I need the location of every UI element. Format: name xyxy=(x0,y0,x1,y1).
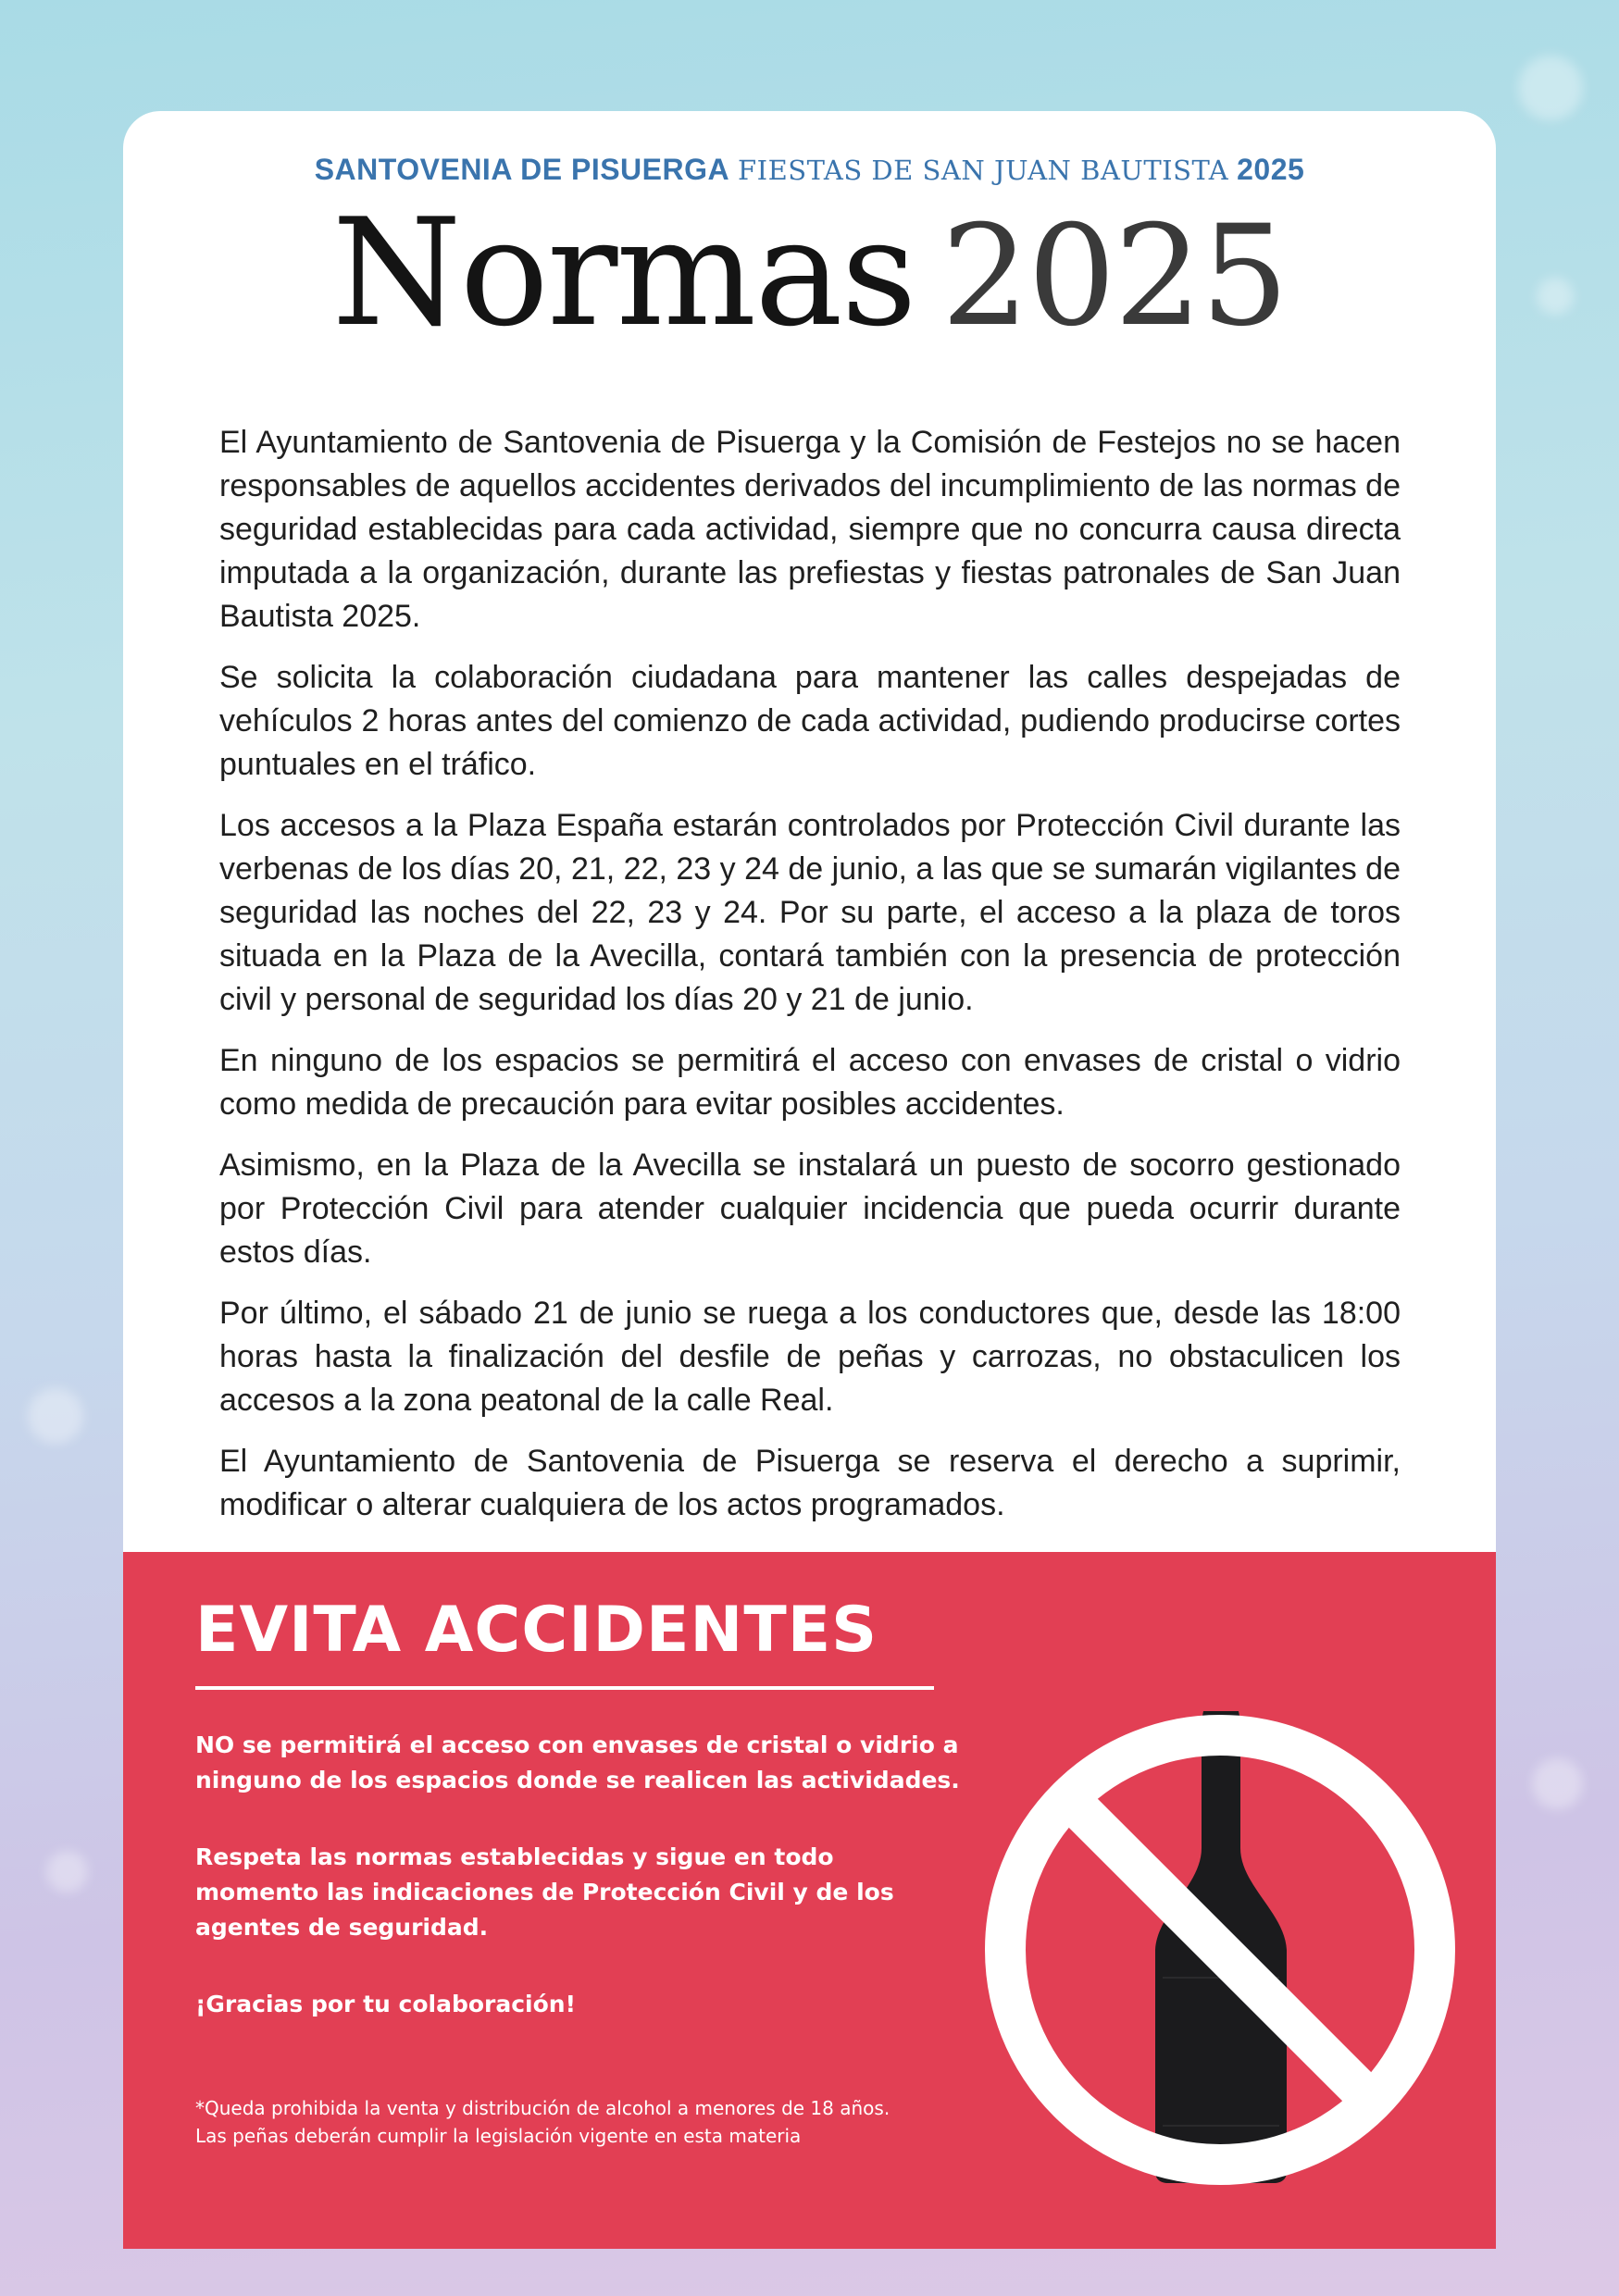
warning-title: EVITA ACCIDENTES xyxy=(195,1594,878,1667)
background-splash xyxy=(46,1851,88,1893)
paragraph: Asimismo, en la Plaza de la Avecilla se instalará un puesto de socorro gestionado por Protección Civil para atender cualquier incidencia que pueda ocurrir durante estos días. xyxy=(219,1148,1401,1270)
header-event: FIESTAS DE SAN JUAN BAUTISTA xyxy=(738,155,1229,186)
paragraph: Los accesos a la Plaza España estarán controlados por Protección Civil durante las verbenas de los días 20, 21, 22, 23 y 24 de junio, a las que se sumarán vigilantes de seguridad las noches del 22, 23 y 24. Por su parte, el acceso a la plaza de toros situada en la Plaza de la Avecilla, contará también con la presencia de protección civil y personal de seguridad los días 20 y 21 de junio. xyxy=(219,808,1401,1017)
paragraph: En ninguno de los espacios se permitirá el acceso con envases de cristal o vidrio como medida de precaución para evitar posibles accidentes. xyxy=(219,1043,1401,1122)
header-year: 2025 xyxy=(1237,153,1305,186)
warning-text: NO se permitirá el acceso con envases de cristal o vidrio a ninguno de los espacios donde se realicen las actividades. xyxy=(195,1731,960,1793)
background-splash xyxy=(1518,56,1583,120)
background-splash xyxy=(28,1388,83,1444)
footnote-line: Las peñas deberán cumplir la legislación vigente en esta materia xyxy=(195,2125,802,2147)
no-glass-bottle-icon xyxy=(961,1672,1479,2191)
header-town: SANTOVENIA DE PISUERGA xyxy=(314,153,730,186)
page-title xyxy=(123,186,1496,359)
background-splash xyxy=(1537,278,1574,315)
paragraph: Por último, el sábado 21 de junio se ruega a los conductores que, desde las 18:00 horas hasta la finalización del desfile de peñas y carrozas, no obstaculicen los accesos a la zona peatonal de la calle Real. xyxy=(219,1296,1401,1418)
warning-panel xyxy=(123,1552,1496,2249)
paragraph: Se solicita la colaboración ciudadana para mantener las calles despejadas de vehículos 2 horas antes del comienzo de cada actividad, pudiendo producirse cortes puntuales en el tráfico. xyxy=(219,660,1401,782)
warning-divider xyxy=(195,1686,934,1690)
footnote xyxy=(195,2094,991,2150)
footnote-line: *Queda prohibida la venta y distribución de alcohol a menores de 18 años. xyxy=(195,2097,890,2119)
title-year: 2025 xyxy=(940,196,1288,357)
header-line xyxy=(123,153,1496,187)
warning-thanks: ¡Gracias por tu colaboración! xyxy=(195,1991,576,2017)
warning-text: Respeta las normas establecidas y sigue en todo momento las indicaciones de Protección Civil y de los agentes de seguridad. xyxy=(195,1843,894,1941)
title-word: Normas xyxy=(331,186,915,359)
rules-text xyxy=(219,421,1401,1545)
paragraph: El Ayuntamiento de Santovenia de Pisuerga se reserva el derecho a suprimir, modificar o alterar cualquiera de los actos programados. xyxy=(219,1444,1401,1522)
background-splash xyxy=(1532,1758,1583,1809)
paragraph: El Ayuntamiento de Santovenia de Pisuerga y la Comisión de Festejos no se hacen responsables de aquellos accidentes derivados del incumplimiento de las normas de seguridad establecidas para cada actividad, siempre que no concurra causa directa imputada a la organización, durante las prefiestas y fiestas patronales de San Juan Bautista 2025. xyxy=(219,425,1401,634)
content-card xyxy=(123,111,1496,2249)
